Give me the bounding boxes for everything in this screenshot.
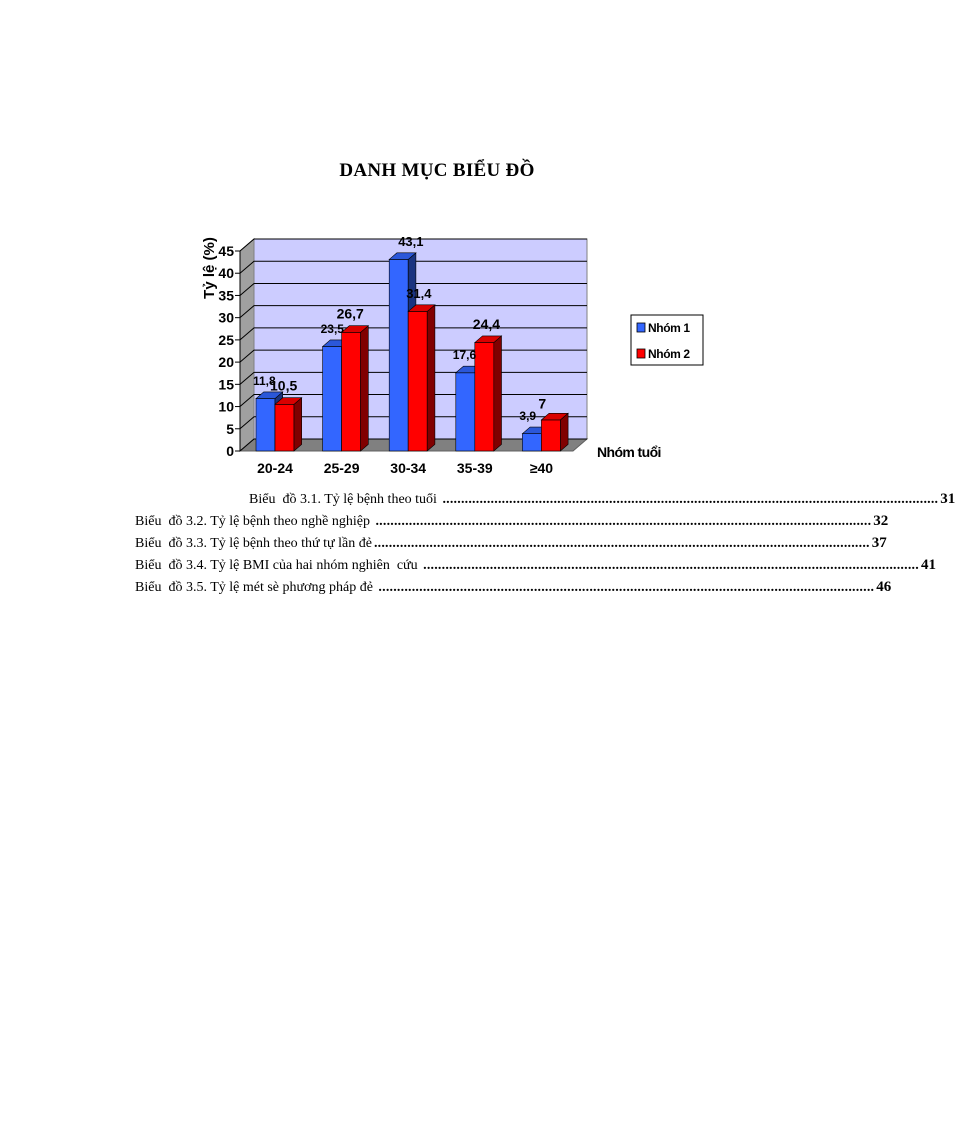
data-label: 26,7 [336,305,364,322]
bar-front [456,373,475,451]
toc-entry-4[interactable] [135,557,936,574]
toc-entry-label: Biểu đồ 3.1. Tỷ lệ bệnh theo tuổi [249,492,441,507]
data-label: 17,6 [452,348,477,363]
legend-label: Nhóm 2 [648,347,690,361]
bar-front [522,434,541,451]
legend-label: Nhóm 1 [648,321,690,335]
y-tick-label: 35 [218,287,234,304]
toc-page-number: 31 [940,491,955,507]
bar-side [294,398,302,451]
toc-entry-label: Biểu đồ 3.4. Tỷ lệ BMI của hai nhóm nghiên cứu [135,558,422,573]
data-label: 23,5 [320,321,344,336]
toc-leader-dots: ...................................................................................................................................... [423,558,919,573]
bar-front [541,420,560,451]
toc-leader-dots: ...................................................................................................................................... [442,492,939,507]
x-tick-label: 35-39 [456,460,493,476]
toc-entry-5[interactable] [135,579,892,596]
data-label: 10,5 [270,377,298,394]
y-axis-label: Tỷ lệ (%) [201,237,218,299]
toc-page-number: 37 [871,535,887,551]
chart-legend [631,315,703,365]
toc-entry-label: Biểu đồ 3.3. Tỷ lệ bệnh theo thứ tự lần đẻ [135,536,372,551]
toc-leader-dots: ...................................................................................................................................... [373,536,870,551]
toc-page-number: 32 [873,513,889,529]
bar-2-30-34 [408,305,435,451]
x-tick-label: ≥40 [529,460,554,476]
data-label: 11,8 [253,373,276,388]
data-label: 24,4 [472,315,501,332]
x-tick-label: 30-34 [390,460,427,476]
y-tick-label: 15 [218,376,234,393]
toc-page-number: 46 [876,579,892,595]
toc-entry-1[interactable] [249,491,955,508]
legend-swatch [637,349,645,358]
y-tick-label: 10 [218,398,234,415]
age-group-bar-chart [0,0,816,500]
toc-entry-label: Biểu đồ 3.2. Tỷ lệ bệnh theo nghề nghiệp [135,514,374,529]
bar-front [408,311,427,451]
data-label: 31,4 [406,285,432,301]
x-tick-label: 25-29 [323,460,360,476]
bar-2-25-29 [342,326,369,451]
x-tick-label: 20-24 [257,460,293,476]
bar-front [323,347,342,451]
bar-front [342,332,361,451]
toc-leader-dots: ...................................................................................................................................... [375,514,872,529]
x-axis-label: Nhóm tuổi [597,444,661,460]
y-axis-ticks [218,243,234,459]
bar-2-20-24 [275,398,302,451]
data-label: 7 [538,395,547,412]
bar-2-≥40 [541,413,568,451]
bar-front [256,399,275,451]
bar-front [275,404,294,451]
y-tick-label: 0 [226,443,234,459]
x-axis-ticks [257,460,553,476]
y-tick-label: 5 [226,420,234,437]
legend-swatch [637,323,645,332]
y-tick-label: 45 [218,243,234,259]
y-tick-label: 25 [218,331,234,348]
page-title: DANH MỤC BIỂU ĐỒ [339,160,535,181]
data-label: 43,1 [398,233,424,249]
toc-leader-dots: ...................................................................................................................................... [378,580,875,595]
bar-side [494,336,502,451]
y-tick-label: 30 [218,309,234,326]
bar-2-35-39 [475,336,502,451]
bar-front [475,343,494,451]
y-tick-label: 40 [218,265,234,282]
toc-entry-3[interactable] [135,535,887,552]
bar-side [427,305,435,451]
y-tick-label: 20 [218,354,234,371]
bar-side [361,326,369,451]
toc-entry-2[interactable] [135,513,889,530]
toc-entry-label: Biểu đồ 3.5. Tỷ lệ mét sè phương pháp đẻ [135,580,377,595]
data-label: 3,9 [519,409,537,424]
toc-page-number: 41 [920,557,936,573]
